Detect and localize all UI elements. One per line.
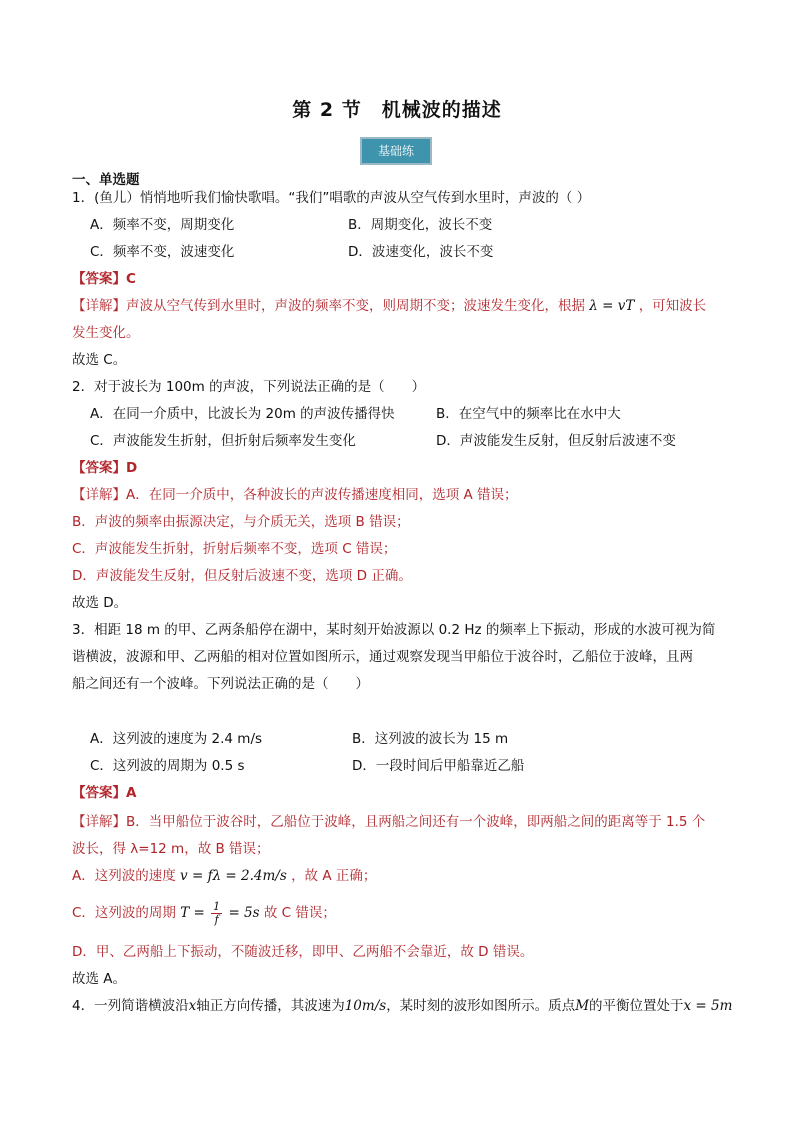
q2-detail-d: D．声波能发生反射，但反射后波速不变，选项 D 正确。 xyxy=(72,568,412,584)
q2-detail-a: 【详解】A．在同一介质中，各种波长的声波传播速度相同，选项 A 错误； xyxy=(72,487,518,503)
q3-stem-line-1: 3．相距 18 m 的甲、乙两条船停在湖中，某时刻开始波源以 0.2 Hz 的频率上下振动，形成的水波可视为简 xyxy=(72,622,716,638)
q3-detail-c-period: T = xyxy=(180,905,205,921)
q3-option-d: D．一段时间后甲船靠近乙船 xyxy=(352,758,525,774)
q1-detail-text: 【详解】声波从空气传到水里时，声波的频率不变，则周期不变；波速发生变化，根据 xyxy=(72,298,585,314)
q3-detail-line-1: 【详解】B．当甲船位于波谷时，乙船位于波峰，且两船之间还有一个波峰，即两船之间的距离等于 1.5 个 xyxy=(72,814,706,830)
q3-stem-line-3: 船之间还有一个波峰。下列说法正确的是（ ） xyxy=(72,676,369,692)
q1-option-c: C．频率不变，波速变化 xyxy=(90,244,235,260)
q3-answer: 【答案】A xyxy=(72,785,137,801)
q3-conclusion: 故选 A。 xyxy=(72,971,127,987)
q1-detail-formula: λ = vT xyxy=(589,298,635,314)
q3-detail-a xyxy=(72,866,376,886)
q3-option-b: B．这列波的波长为 15 m xyxy=(352,731,509,747)
q3-detail-c-text: C．这列波的周期 xyxy=(72,905,176,921)
q1-stem: 1．(鱼儿）悄悄地听我们愉快歌唱。“我们”唱歌的声波从空气传到水里时，声波的（ ） xyxy=(72,190,591,206)
q4-point: M xyxy=(575,998,590,1014)
q2-detail-b: B．声波的频率由振源决定，与介质无关，选项 B 错误； xyxy=(72,514,410,530)
fraction-denominator: f xyxy=(214,912,219,926)
q4-position: x = 5m xyxy=(683,998,733,1014)
q1-option-a: A．频率不变，周期变化 xyxy=(90,217,235,233)
section-heading: 一、单选题 xyxy=(72,172,140,188)
q2-option-c: C．声波能发生折射，但折射后频率发生变化 xyxy=(90,433,356,449)
q4-stem-text-2: 轴正方向传播，其波速为 xyxy=(196,998,345,1014)
q1-option-b: B．周期变化，波长不变 xyxy=(348,217,493,233)
q2-option-d: D．声波能发生反射，但反射后波速不变 xyxy=(436,433,676,449)
q4-speed: 10m/s xyxy=(344,998,387,1014)
q3-option-a: A．这列波的速度为 2.4 m/s xyxy=(90,731,263,747)
q1-detail-line-2: 发生变化。 xyxy=(72,325,140,341)
q4-axis: x xyxy=(188,998,197,1014)
q3-detail-d: D．甲、乙两船上下振动，不随波迁移，即甲、乙两船不会靠近，故 D 错误。 xyxy=(72,944,534,960)
q3-detail-c xyxy=(72,898,336,928)
q3-detail-a-tail: ，故 A 正确； xyxy=(291,868,377,884)
q4-stem-text-4: 的平衡位置处于 xyxy=(589,998,684,1014)
q3-stem-line-2: 谐横波，波源和甲、乙两船的相对位置如图所示，通过观察发现当甲船位于波谷时，乙船位于波峰，且两 xyxy=(72,649,693,665)
q2-detail-c: C．声波能发生折射，折射后频率不变，选项 C 错误； xyxy=(72,541,397,557)
q2-option-b: B．在空气中的频率比在水中大 xyxy=(436,406,621,422)
q2-answer: 【答案】D xyxy=(72,460,138,476)
q2-stem: 2．对于波长为 100m 的声波，下列说法正确的是（ ） xyxy=(72,379,426,395)
q1-option-d: D．波速变化，波长不变 xyxy=(348,244,494,260)
q4-stem-text-3: ，某时刻的波形如图所示。质点 xyxy=(386,998,576,1014)
q1-answer: 【答案】C xyxy=(72,271,136,287)
q3-detail-a-formula: v = fλ = 2.4m/s xyxy=(180,868,287,884)
q3-detail-c-fraction xyxy=(211,901,222,926)
q3-detail-line-2: 波长，得 λ=12 m，故 B 错误； xyxy=(72,841,270,857)
q3-option-c: C．这列波的周期为 0.5 s xyxy=(90,758,245,774)
q4-stem xyxy=(72,996,732,1016)
page-title: 第 2 节 机械波的描述 xyxy=(292,99,502,121)
q1-conclusion: 故选 C。 xyxy=(72,352,127,368)
q2-option-a: A．在同一介质中，比波长为 20m 的声波传播得快 xyxy=(90,406,395,422)
q3-detail-c-tail: 故 C 错误； xyxy=(263,905,336,921)
q1-detail-line-1 xyxy=(72,296,706,316)
q2-conclusion: 故选 D。 xyxy=(72,595,128,611)
fraction-numerator: 1 xyxy=(213,899,221,913)
q4-stem-text-1: 4．一列简谐横波沿 xyxy=(72,998,189,1014)
q3-detail-c-result: = 5s xyxy=(228,905,260,921)
q1-detail-tail: ，可知波长 xyxy=(638,298,707,314)
level-badge: 基础练 xyxy=(360,137,432,165)
q3-detail-a-text: A．这列波的速度 xyxy=(72,868,176,884)
